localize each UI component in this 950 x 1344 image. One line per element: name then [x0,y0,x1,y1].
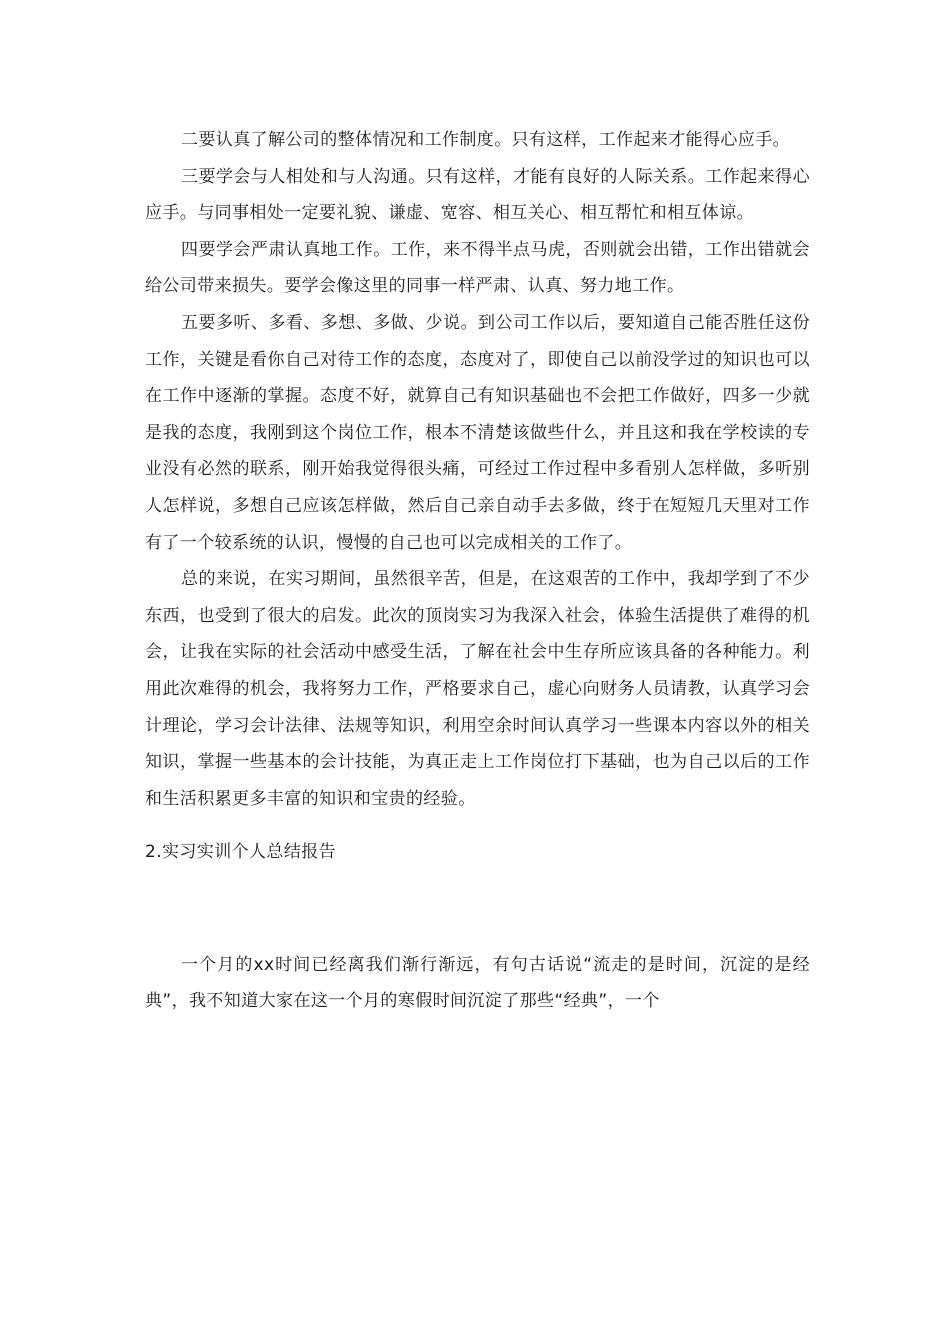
paragraph-understand-company: 二要认真了解公司的整体情况和工作制度。只有这样，工作起来才能得心应手。 [181,130,790,150]
section-spacer [145,871,810,947]
paragraph-summary: 总的来说，在实习期间，虽然很辛苦，但是，在这艰苦的工作中，我却学到了不少东西，也受到了很大的启发。此次的顶岗实习为我深入社会，体验生活提供了难得的机会，让我在实际的社会活动中感受生活，了解在社会中生存所应该具备的各种能力。利用此次难得的机会，我将努力工作，严格要求自己，虚心向财务人员请教，认真学习会计理论，学习会计法律、法规等知识，利用空余时间认真学习一些课本内容以外的相关知识，掌握一些基本的会计技能，为真正走上工作岗位打下基础，也为自己以后的工作和生活积累更多丰富的知识和宝贵的经验。 [145,569,810,809]
section-heading: 2.实习实训个人总结报告 [145,842,337,863]
paragraph-communication: 三要学会与人相处和与人沟通。只有这样，才能有良好的人际关系。工作起来得心应手。与同事相处一定要礼貌、谦虚、宽容、相互关心、相互帮忙和相互体谅。 [145,166,810,224]
document-body [145,122,810,1020]
paragraph-report-intro: 一个月的xx时间已经离我们渐行渐远，有句古话说“流走的是时间，沉淀的是经典”，我不知道大家在这一个月的寒假时间沉淀了那些“经典”，一个 [145,954,810,1012]
paragraph-listen-watch: 五要多听、多看、多想、多做、少说。到公司工作以后，要知道自己能否胜任这份工作，关键是看你自己对待工作的态度，态度对了，即使自己以前没学过的知识也可以在工作中逐渐的掌握。态度不好，就算自己有知识基础也不会把工作做好，四多一少就是我的态度，我刚到这个岗位工作，根本不清楚该做些什么，并且这和我在学校读的专业没有必然的联系，刚开始我觉得很头痛，可经过工作过程中多看别人怎样做，多听别人怎样说，多想自己应该怎样做，然后自己亲自动手去多做，终于在短短几天里对工作有了一个较系统的认识，慢慢的自己也可以完成相关的工作了。 [145,312,810,553]
paragraph-serious-work: 四要学会严肃认真地工作。工作，来不得半点马虎，否则就会出错，工作出错就会给公司带来损失。要学会像这里的同事一样严肃、认真、努力地工作。 [145,239,810,297]
